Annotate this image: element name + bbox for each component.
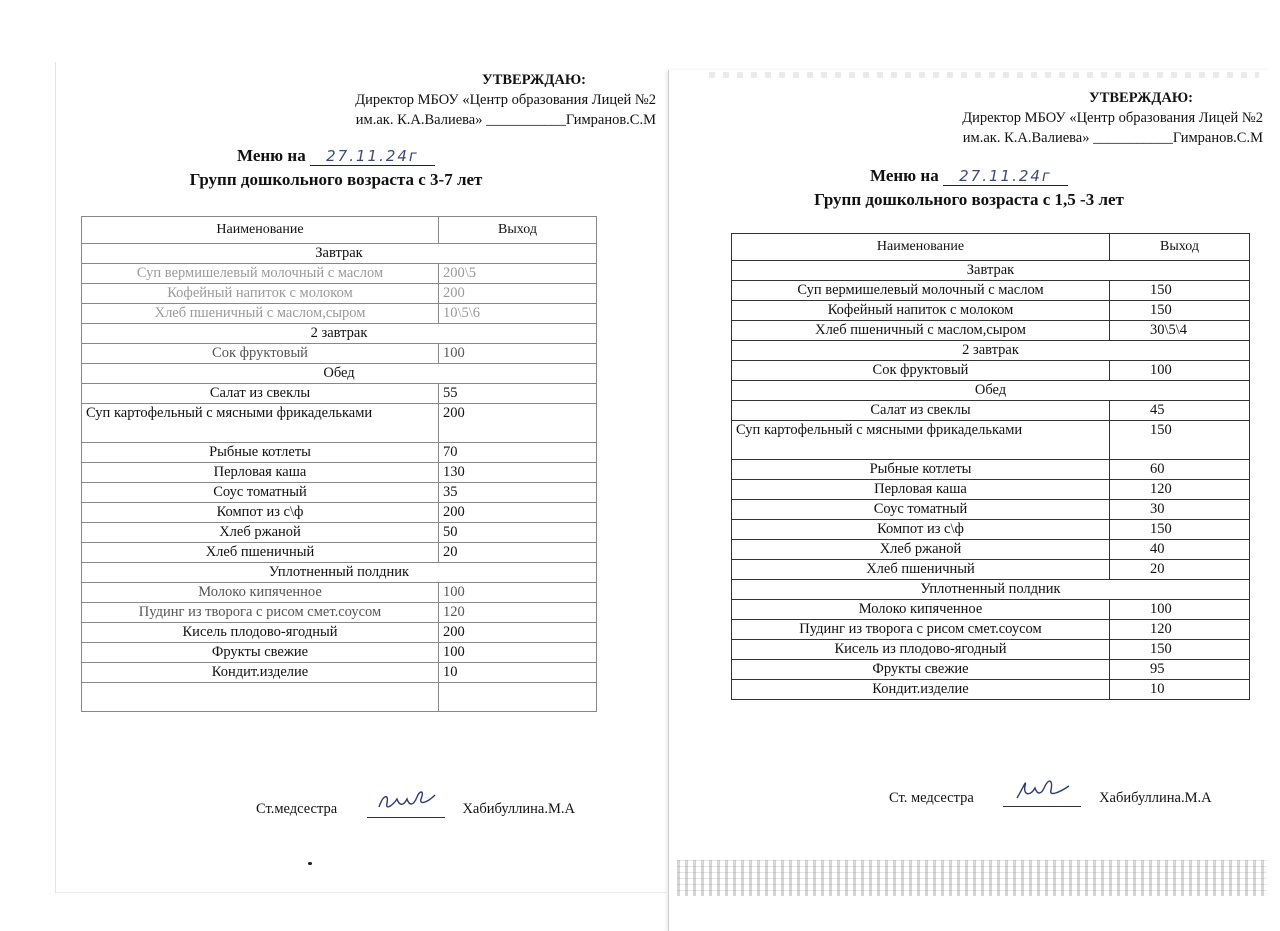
table-row (732, 680, 1250, 700)
column-header-output: Выход (1110, 234, 1250, 261)
group-title: Групп дошкольного возраста с 1,5 -3 лет (814, 190, 1124, 209)
table-row (732, 640, 1250, 660)
table-row (82, 304, 597, 324)
dish-output: 200 (439, 284, 597, 304)
menu-heading (724, 164, 1214, 212)
signature-role: Ст.медсестра (256, 801, 338, 817)
dish-output: 150 (1110, 640, 1250, 660)
section-title: Уплотненный полдник (732, 580, 1250, 600)
dish-name: Хлеб ржаной (732, 540, 1110, 560)
table-row (732, 361, 1250, 381)
table-row (82, 483, 597, 503)
table-row (732, 500, 1250, 520)
menu-label: Меню на (870, 166, 939, 185)
table-row (732, 301, 1250, 321)
section-title: Уплотненный полдник (82, 563, 597, 583)
table-row (82, 284, 597, 304)
section-row-breakfast (82, 244, 597, 264)
signature-role: Ст. медсестра (889, 790, 974, 806)
menu-table-body (82, 244, 597, 712)
dish-name: Кофейный напиток с молоком (732, 301, 1110, 321)
empty-row (82, 683, 597, 712)
signature-block (889, 786, 1212, 807)
table-row (82, 503, 597, 523)
dish-output: 55 (439, 384, 597, 404)
dish-output: 20 (1110, 560, 1250, 580)
dish-output: 120 (439, 603, 597, 623)
menu-label: Меню на (237, 146, 306, 165)
dish-output: 10\5\6 (439, 304, 597, 324)
scan-noise-bottom (677, 860, 1267, 896)
table-row (732, 421, 1250, 460)
dish-name: Сок фруктовый (732, 361, 1110, 381)
section-title: Завтрак (732, 261, 1250, 281)
menu-heading (81, 144, 591, 192)
dish-name: Рыбные котлеты (82, 443, 439, 463)
signature-block (256, 797, 575, 818)
dish-output: 130 (439, 463, 597, 483)
dish-name: Кисель плодово-ягодный (82, 623, 439, 643)
dish-name: Кондит.изделие (82, 663, 439, 683)
dish-output: 40 (1110, 540, 1250, 560)
dish-output: 120 (1110, 480, 1250, 500)
dish-name: Хлеб ржаной (82, 523, 439, 543)
dish-name: Хлеб пшеничный с маслом,сыром (82, 304, 439, 324)
menu-table (81, 216, 597, 712)
section-title: Обед (732, 381, 1250, 401)
table-row (732, 620, 1250, 640)
approval-block (56, 70, 656, 130)
dish-name: Суп вермишелевый молочный с маслом (82, 264, 439, 284)
dish-output: 35 (439, 483, 597, 503)
dish-output: 70 (439, 443, 597, 463)
approval-director: Директор МБОУ «Центр образования Лицей №2 (962, 110, 1263, 126)
dish-output: 200 (439, 503, 597, 523)
dish-output: 60 (1110, 460, 1250, 480)
dish-output: 200 (439, 404, 597, 443)
dish-name: Молоко кипяченное (82, 583, 439, 603)
section-title: Завтрак (82, 244, 597, 264)
dish-output: 10 (439, 663, 597, 683)
dish-name: Соус томатный (82, 483, 439, 503)
dish-name: Салат из свеклы (82, 384, 439, 404)
dish-output: 45 (1110, 401, 1250, 421)
dish-output: 100 (439, 344, 597, 364)
table-row (82, 583, 597, 603)
table-row (732, 540, 1250, 560)
table-row (82, 523, 597, 543)
section-row-snack (82, 563, 597, 583)
signature-name: Хабибуллина.М.А (1099, 790, 1212, 806)
dish-output: 50 (439, 523, 597, 543)
section-row-lunch (82, 364, 597, 384)
empty-cell (439, 683, 597, 712)
approval-title: УТВЕРЖДАЮ: (1089, 90, 1193, 106)
table-row (732, 560, 1250, 580)
column-header-output: Выход (439, 217, 597, 244)
dish-output: 200 (439, 623, 597, 643)
dish-name: Суп картофельный с мясными фрикадельками (82, 404, 439, 443)
dish-name: Суп картофельный с мясными фрикадельками (732, 421, 1110, 460)
empty-cell (82, 683, 439, 712)
group-title: Групп дошкольного возраста с 3-7 лет (189, 170, 483, 189)
handwritten-signature-icon (1011, 774, 1075, 804)
table-header-row (732, 234, 1250, 261)
table-row (82, 663, 597, 683)
dish-name: Кисель из плодово-ягодный (732, 640, 1110, 660)
dish-name: Пудинг из творога с рисом смет.соусом (732, 620, 1110, 640)
table-row (82, 344, 597, 364)
dish-name: Кофейный напиток с молоком (82, 284, 439, 304)
column-header-name: Наименование (82, 217, 439, 244)
scan-noise-top (709, 72, 1259, 78)
table-row (82, 404, 597, 443)
approval-title: УТВЕРЖДАЮ: (482, 72, 586, 88)
menu-table (731, 233, 1250, 700)
handwritten-date: 27.11.24г (943, 167, 1068, 186)
menu-sheet-1-5-3 (668, 70, 1269, 931)
table-row (732, 321, 1250, 341)
dish-name: Фрукты свежие (732, 660, 1110, 680)
dish-name: Фрукты свежие (82, 643, 439, 663)
table-row (732, 520, 1250, 540)
dish-name: Соус томатный (732, 500, 1110, 520)
section-row-second (732, 341, 1250, 361)
dish-output: 120 (1110, 620, 1250, 640)
dish-name: Хлеб пшеничный (82, 543, 439, 563)
section-row-second (82, 324, 597, 344)
dish-output: 150 (1110, 281, 1250, 301)
table-row (732, 480, 1250, 500)
ink-dot (308, 862, 312, 865)
table-row (82, 643, 597, 663)
dish-name: Хлеб пшеничный с маслом,сыром (732, 321, 1110, 341)
signature-mark (367, 797, 445, 818)
approval-signature-line: им.ак. К.А.Валиева» ___________Гимранов.С.М (355, 112, 656, 128)
dish-name: Рыбные котлеты (732, 460, 1110, 480)
dish-output: 100 (439, 583, 597, 603)
dish-name: Салат из свеклы (732, 401, 1110, 421)
table-row (82, 443, 597, 463)
menu-table-body (732, 261, 1250, 700)
approval-director: Директор МБОУ «Центр образования Лицей №2 (355, 92, 656, 108)
dish-output: 100 (1110, 600, 1250, 620)
dish-name: Перловая каша (732, 480, 1110, 500)
dish-name: Пудинг из творога с рисом смет.соусом (82, 603, 439, 623)
table-row (82, 463, 597, 483)
table-row (82, 384, 597, 404)
table-row (82, 543, 597, 563)
menu-sheet-3-7 (55, 62, 666, 893)
dish-name: Сок фруктовый (82, 344, 439, 364)
dish-output: 10 (1110, 680, 1250, 700)
dish-name: Суп вермишелевый молочный с маслом (732, 281, 1110, 301)
approval-block (673, 88, 1263, 148)
approval-signature-line: им.ак. К.А.Валиева» ___________Гимранов.С.М (962, 130, 1263, 146)
dish-output: 150 (1110, 421, 1250, 460)
dish-name: Перловая каша (82, 463, 439, 483)
section-row-lunch (732, 381, 1250, 401)
table-row (732, 401, 1250, 421)
dish-output: 100 (1110, 361, 1250, 381)
dish-name: Компот из с\ф (732, 520, 1110, 540)
dish-output: 30\5\4 (1110, 321, 1250, 341)
section-title: 2 завтрак (732, 341, 1250, 361)
dish-output: 20 (439, 543, 597, 563)
dish-name: Хлеб пшеничный (732, 560, 1110, 580)
handwritten-signature-icon (375, 785, 439, 815)
dish-output: 95 (1110, 660, 1250, 680)
table-row (82, 264, 597, 284)
table-row (732, 600, 1250, 620)
section-title: Обед (82, 364, 597, 384)
dish-output: 150 (1110, 520, 1250, 540)
section-row-snack (732, 580, 1250, 600)
section-title: 2 завтрак (82, 324, 597, 344)
dish-name: Компот из с\ф (82, 503, 439, 523)
dish-output: 150 (1110, 301, 1250, 321)
table-row (732, 660, 1250, 680)
column-header-name: Наименование (732, 234, 1110, 261)
dish-output: 200\5 (439, 264, 597, 284)
section-row-breakfast (732, 261, 1250, 281)
table-header-row (82, 217, 597, 244)
dish-name: Молоко кипяченное (732, 600, 1110, 620)
table-row (732, 281, 1250, 301)
signature-mark (1003, 786, 1081, 807)
table-row (82, 603, 597, 623)
handwritten-date: 27.11.24г (310, 147, 435, 166)
dish-output: 100 (439, 643, 597, 663)
signature-name: Хабибуллина.М.А (462, 801, 575, 817)
table-row (732, 460, 1250, 480)
dish-name: Кондит.изделие (732, 680, 1110, 700)
dish-output: 30 (1110, 500, 1250, 520)
table-row (82, 623, 597, 643)
